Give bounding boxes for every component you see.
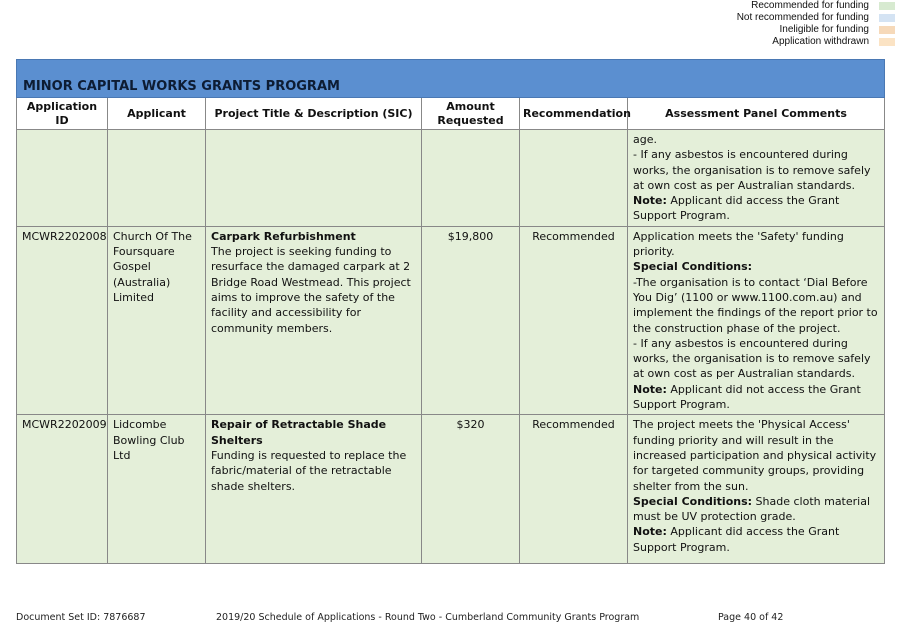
- cell-amount: $19,800: [422, 226, 520, 415]
- comment-line: - If any asbestos is encountered during works, the organisation is to remove safely at own cost as per Australian standards.: [633, 336, 871, 381]
- project-title: Repair of Retractable Shade Shelters: [211, 418, 387, 447]
- comment-note: [633, 193, 879, 224]
- special-conditions-label: [633, 259, 879, 274]
- special-text: Shade cloth material must be UV protection grade.: [633, 494, 871, 524]
- cell-comments: [628, 226, 885, 415]
- note-text: Applicant did access the Grant Support Program.: [633, 525, 840, 554]
- legend-swatch: [879, 26, 895, 34]
- special-label: Special Conditions:: [633, 260, 753, 274]
- cell-application-id: [17, 130, 108, 227]
- comment-line: - If any asbestos is encountered during works, the organisation is to remove safely at own cost as per Australian standards.: [633, 148, 871, 192]
- footer-schedule-title: 2019/20 Schedule of Applications - Round Two - Cumberland Community Grants Program: [216, 612, 640, 623]
- legend-label: Ineligible for funding: [779, 24, 869, 35]
- comment-line: age.: [633, 133, 657, 146]
- cell-applicant: Church Of The Foursquare Gospel (Australia) Limited: [108, 226, 206, 415]
- comment-note: [633, 524, 879, 555]
- comment-intro: The project meets the 'Physical Access' funding priority and will result in the increased participation and physical activity for targeted community groups, providing shelter from the sun.: [633, 418, 877, 493]
- comment-special: [633, 494, 879, 525]
- project-description: The project is seeking funding to resurface the damaged carpark at 2 Bridge Road Westmead. This project aims to improve the safety of the facility and accessibility for community members.: [211, 245, 411, 335]
- cell-applicant: Lidcombe Bowling Club Ltd: [108, 415, 206, 564]
- table-row: [17, 415, 885, 564]
- note-label: Note:: [633, 382, 667, 396]
- header-amount: [422, 98, 520, 130]
- header-application-id: Application ID: [17, 98, 108, 130]
- comment-intro: Application meets the 'Safety' funding priority.: [633, 229, 844, 259]
- cell-amount: $320: [422, 415, 520, 564]
- cell-project: [206, 415, 422, 564]
- header-amount-line2: Requested: [437, 113, 504, 127]
- legend-item-not-recommended: [737, 12, 895, 24]
- footer-page-number: Page 40 of 42: [718, 612, 784, 623]
- note-label: Note:: [633, 194, 667, 208]
- legend-item-recommended: [737, 0, 895, 12]
- header-amount-line1: Amount: [446, 99, 495, 113]
- header-recommendation: Recommendation: [520, 98, 628, 130]
- table-row: [17, 226, 885, 415]
- note-text: Applicant did access the Grant Support Program.: [633, 194, 840, 223]
- program-title: MINOR CAPITAL WORKS GRANTS PROGRAM: [17, 60, 885, 98]
- cell-comments: [628, 130, 885, 227]
- comment-line: -The organisation is to contact ‘Dial Before You Dig’ (1100 or www.1100.com.au) and implement the findings of the report prior to the construction phase of the project.: [633, 275, 878, 335]
- cell-project: [206, 226, 422, 415]
- cell-application-id: MCWR2202009: [17, 415, 108, 564]
- cell-amount: [422, 130, 520, 227]
- header-comments: Assessment Panel Comments: [628, 98, 885, 130]
- project-description: Funding is requested to replace the fabric/material of the retractable shade shelters.: [211, 448, 407, 493]
- note-label: Note:: [633, 525, 667, 539]
- table-row: [17, 130, 885, 227]
- special-label: Special Conditions:: [633, 494, 753, 508]
- cell-comments: [628, 415, 885, 564]
- legend-swatch: [879, 14, 895, 22]
- grants-table: [16, 59, 885, 564]
- comment-note: [633, 382, 879, 413]
- legend-label: Application withdrawn: [772, 36, 869, 47]
- project-title: Carpark Refurbishment: [211, 229, 356, 243]
- cell-recommendation: [520, 130, 628, 227]
- cell-project: [206, 130, 422, 227]
- header-applicant: Applicant: [108, 98, 206, 130]
- funding-legend: [737, 0, 895, 48]
- note-text: Applicant did not access the Grant Support Program.: [633, 382, 861, 412]
- cell-applicant: [108, 130, 206, 227]
- header-project: Project Title & Description (SIC): [206, 98, 422, 130]
- legend-swatch: [879, 38, 895, 46]
- legend-item-ineligible: [737, 24, 895, 36]
- legend-item-withdrawn: [737, 36, 895, 48]
- legend-label: Not recommended for funding: [736, 12, 869, 23]
- cell-recommendation: Recommended: [520, 226, 628, 415]
- cell-recommendation: Recommended: [520, 415, 628, 564]
- footer-document-id: Document Set ID: 7876687: [16, 612, 146, 623]
- legend-label: Recommended for funding: [751, 0, 869, 11]
- legend-swatch: [879, 2, 895, 10]
- cell-application-id: MCWR2202008: [17, 226, 108, 415]
